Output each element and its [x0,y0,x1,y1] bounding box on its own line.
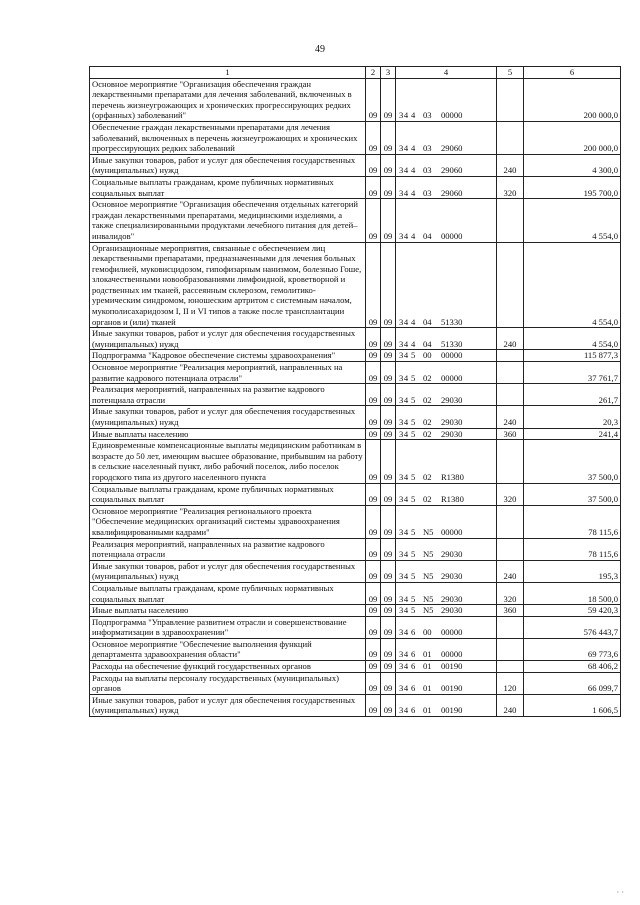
row-target-article [396,538,497,560]
row-section: 09 [366,199,381,242]
row-section: 09 [366,483,381,505]
table-row [90,384,621,406]
row-target-article [396,350,497,362]
table-row [90,362,621,384]
target-event: 29060 [440,165,463,176]
table-row [90,694,621,716]
table-row [90,328,621,350]
row-amount: 78 115,6 [524,505,621,538]
row-amount: 576 443,7 [524,616,621,638]
target-direction: 6 [410,661,416,672]
target-program: 34 [399,165,409,176]
target-direction: 5 [410,471,416,482]
table-row [90,605,621,617]
target-event: 00190 [440,705,463,716]
row-target-article [396,154,497,176]
row-target-article [396,638,497,660]
row-section: 09 [366,638,381,660]
row-section: 09 [366,362,381,384]
row-section: 09 [366,672,381,694]
row-amount: 20,3 [524,406,621,428]
row-section: 09 [366,176,381,198]
target-direction: 5 [410,494,416,505]
row-section: 09 [366,616,381,638]
row-expense-type [497,661,524,673]
row-name: Социальные выплаты гражданам, кроме публичных нормативных социальных выплат [90,582,366,604]
target-program: 34 [399,705,409,716]
target-program: 34 [399,605,409,616]
row-expense-type [497,384,524,406]
row-expense-type: 240 [497,560,524,582]
row-name: Иные закупки товаров, работ и услуг для обеспечения государственных (муниципальных) нужд [90,694,366,716]
table-row [90,483,621,505]
row-section: 09 [366,350,381,362]
target-subprogram: 02 [422,372,432,383]
target-event: 00000 [440,627,463,638]
target-event: 00000 [440,372,463,383]
target-direction: 6 [410,705,416,716]
row-subsection: 09 [381,199,396,242]
target-direction: 4 [410,316,416,327]
table-row [90,428,621,440]
row-subsection: 09 [381,384,396,406]
table-row [90,616,621,638]
header-col-4: 4 [396,67,497,79]
row-subsection: 09 [381,350,396,362]
target-event: R1380 [440,471,464,482]
header-col-2: 2 [366,67,381,79]
target-program: 34 [399,494,409,505]
target-subprogram: 00 [422,350,432,361]
target-event: 00190 [440,683,463,694]
row-expense-type: 360 [497,605,524,617]
row-target-article [396,199,497,242]
row-name: Единовременные компенсационные выплаты медицинским работникам в возрасте до 50 лет, имеющим высшее образование, прибывшим на работу в сельские населенный пункт, либо рабочий поселок, либо поселок городского типа из другого населенного пункта [90,440,366,483]
row-name: Реализация мероприятий, направленных на развитие кадрового потенциала отрасли [90,538,366,560]
target-subprogram: 02 [422,494,432,505]
row-name: Социальные выплаты гражданам, кроме публичных нормативных социальных выплат [90,176,366,198]
row-name: Обеспечение граждан лекарственными препаратами для лечения заболеваний, включенных в перечень жизнеугрожающих и хронических прогрессирующих редких заболеваний [90,121,366,154]
row-name: Социальные выплаты гражданам, кроме публичных нормативных социальных выплат [90,483,366,505]
row-name: Подпрограмма "Кадровое обеспечение системы здравоохранения" [90,350,366,362]
row-amount: 37 500,0 [524,483,621,505]
target-program: 34 [399,526,409,537]
row-subsection: 09 [381,672,396,694]
row-target-article [396,605,497,617]
row-target-article [396,505,497,538]
row-name: Подпрограмма "Управление развитием отрасли и совершенствование информатизации в здравоохранении" [90,616,366,638]
budget-table [89,66,621,717]
target-program: 34 [399,372,409,383]
target-program: 34 [399,338,409,349]
target-event: 29030 [440,571,463,582]
row-amount: 261,7 [524,384,621,406]
target-program: 34 [399,230,409,241]
row-expense-type [497,505,524,538]
target-direction: 5 [410,571,416,582]
table-row [90,350,621,362]
row-target-article [396,672,497,694]
target-direction: 5 [410,526,416,537]
row-name: Реализация мероприятий, направленных на развитие кадрового потенциала отрасли [90,384,366,406]
row-expense-type: 240 [497,328,524,350]
row-section: 09 [366,440,381,483]
row-subsection: 09 [381,483,396,505]
row-target-article [396,362,497,384]
target-event: 51330 [440,316,463,327]
row-amount: 195,3 [524,560,621,582]
table-row [90,440,621,483]
row-expense-type [497,121,524,154]
target-event: 29030 [440,417,463,427]
row-section: 09 [366,384,381,406]
row-expense-type [497,638,524,660]
target-direction: 6 [410,649,416,660]
row-target-article [396,582,497,604]
target-program: 34 [399,417,409,427]
row-amount: 18 500,0 [524,582,621,604]
scan-mark: · · [616,888,624,897]
row-expense-type: 320 [497,483,524,505]
row-section: 09 [366,560,381,582]
row-amount: 200 000,0 [524,78,621,121]
target-direction: 5 [410,417,416,427]
target-direction: 4 [410,338,416,349]
row-section: 09 [366,406,381,428]
row-expense-type: 320 [497,582,524,604]
row-section: 09 [366,661,381,673]
row-name: Иные выплаты населению [90,605,366,617]
row-expense-type: 360 [497,428,524,440]
row-subsection: 09 [381,406,396,428]
target-direction: 4 [410,187,416,198]
target-subprogram: 04 [422,316,432,327]
target-subprogram: N5 [422,605,434,616]
row-subsection: 09 [381,242,396,328]
target-event: 00190 [440,661,463,672]
row-name: Иные закупки товаров, работ и услуг для обеспечения государственных (муниципальных) нужд [90,560,366,582]
target-direction: 4 [410,230,416,241]
row-target-article [396,428,497,440]
target-event: 00000 [440,230,463,241]
row-subsection: 09 [381,440,396,483]
row-target-article [396,78,497,121]
row-section: 09 [366,78,381,121]
target-event: 29030 [440,549,463,560]
target-subprogram: 03 [422,110,432,121]
target-subprogram: 02 [422,394,432,405]
row-amount: 66 099,7 [524,672,621,694]
target-event: 29060 [440,143,463,154]
target-program: 34 [399,428,409,439]
target-subprogram: 00 [422,627,432,638]
row-name: Основное мероприятие "Реализация мероприятий, направленных на развитие кадрового потенциала отрасли" [90,362,366,384]
row-expense-type [497,350,524,362]
row-section: 09 [366,694,381,716]
row-amount: 4 554,0 [524,328,621,350]
row-target-article [396,560,497,582]
row-target-article [396,384,497,406]
row-expense-type: 240 [497,154,524,176]
row-subsection: 09 [381,78,396,121]
table-row [90,154,621,176]
target-program: 34 [399,661,409,672]
row-amount: 115 877,3 [524,350,621,362]
target-direction: 5 [410,428,416,439]
row-subsection: 09 [381,121,396,154]
row-target-article [396,616,497,638]
target-direction: 5 [410,372,416,383]
row-name: Иные закупки товаров, работ и услуг для обеспечения государственных (муниципальных) нужд [90,154,366,176]
target-subprogram: 02 [422,471,432,482]
target-program: 34 [399,471,409,482]
row-subsection: 09 [381,560,396,582]
row-expense-type [497,242,524,328]
row-name: Иные закупки товаров, работ и услуг для обеспечения государственных (муниципальных) нужд [90,328,366,350]
target-program: 34 [399,549,409,560]
row-amount: 37 761,7 [524,362,621,384]
target-program: 34 [399,394,409,405]
row-amount: 200 000,0 [524,121,621,154]
row-section: 09 [366,538,381,560]
row-expense-type [497,440,524,483]
row-name: Иные выплаты населению [90,428,366,440]
target-direction: 4 [410,165,416,176]
target-event: 00000 [440,110,463,121]
target-program: 34 [399,571,409,582]
table-row [90,538,621,560]
row-section: 09 [366,154,381,176]
row-section: 09 [366,605,381,617]
target-program: 34 [399,316,409,327]
table-row [90,560,621,582]
target-subprogram: N5 [422,593,434,604]
row-name: Расходы на обеспечение функций государственных органов [90,661,366,673]
row-target-article [396,121,497,154]
target-subprogram: 01 [422,683,432,694]
target-subprogram: 02 [422,417,432,427]
target-program: 34 [399,187,409,198]
row-subsection: 09 [381,638,396,660]
table-row [90,199,621,242]
row-section: 09 [366,428,381,440]
table-row [90,505,621,538]
target-subprogram: 01 [422,661,432,672]
target-event: 29030 [440,428,463,439]
row-amount: 4 554,0 [524,199,621,242]
row-section: 09 [366,582,381,604]
target-program: 34 [399,649,409,660]
row-amount: 68 406,2 [524,661,621,673]
table-header-row [90,67,621,79]
target-direction: 5 [410,605,416,616]
row-amount: 37 500,0 [524,440,621,483]
target-subprogram: 04 [422,230,432,241]
target-event: 00000 [440,649,463,660]
table-row [90,406,621,428]
table-row [90,176,621,198]
target-direction: 4 [410,143,416,154]
row-subsection: 09 [381,154,396,176]
target-event: R1380 [440,494,464,505]
target-subprogram: N5 [422,526,434,537]
table-row [90,661,621,673]
table-row [90,582,621,604]
header-col-3: 3 [381,67,396,79]
target-direction: 5 [410,549,416,560]
target-event: 29060 [440,187,463,198]
table-row [90,242,621,328]
target-program: 34 [399,110,409,121]
target-event: 51330 [440,338,463,349]
row-amount: 4 554,0 [524,242,621,328]
row-expense-type: 320 [497,176,524,198]
row-name: Иные закупки товаров, работ и услуг для обеспечения государственных (муниципальных) нужд [90,406,366,428]
row-name: Основное мероприятие "Организация обеспечения граждан лекарственными препаратами для лечения заболеваний, включенных в перечень жизнеугрожающих и хронических прогрессирующих редких (орфанных) заболеваний" [90,78,366,121]
row-amount: 1 606,5 [524,694,621,716]
target-subprogram: 03 [422,187,432,198]
target-program: 34 [399,143,409,154]
row-amount: 59 420,3 [524,605,621,617]
row-expense-type [497,199,524,242]
row-subsection: 09 [381,661,396,673]
row-target-article [396,406,497,428]
target-event: 29030 [440,394,463,405]
row-amount: 4 300,0 [524,154,621,176]
row-subsection: 09 [381,328,396,350]
row-subsection: 09 [381,505,396,538]
row-target-article [396,440,497,483]
row-expense-type: 120 [497,672,524,694]
row-expense-type [497,78,524,121]
target-subprogram: N5 [422,549,434,560]
target-direction: 4 [410,110,416,121]
row-amount: 241,4 [524,428,621,440]
target-direction: 5 [410,350,416,361]
row-name: Основное мероприятие "Реализация регионального проекта "Обеспечение медицинских организаций системы здравоохранения квалифицированными кадрами" [90,505,366,538]
row-target-article [396,328,497,350]
target-subprogram: 01 [422,649,432,660]
table-row [90,78,621,121]
target-event: 00000 [440,350,463,361]
table-row [90,121,621,154]
target-subprogram: 04 [422,338,432,349]
row-subsection: 09 [381,605,396,617]
row-subsection: 09 [381,428,396,440]
row-section: 09 [366,121,381,154]
row-amount: 78 115,6 [524,538,621,560]
target-subprogram: 01 [422,705,432,716]
row-expense-type [497,362,524,384]
target-event: 00000 [440,526,463,537]
row-target-article [396,483,497,505]
row-name: Основное мероприятие "Обеспечение выполнения функций департамента здравоохранения области" [90,638,366,660]
row-target-article [396,176,497,198]
target-program: 34 [399,683,409,694]
target-subprogram: 02 [422,428,432,439]
row-subsection: 09 [381,538,396,560]
header-col-1: 1 [90,67,366,79]
row-expense-type: 240 [497,694,524,716]
row-amount: 69 773,6 [524,638,621,660]
row-expense-type: 240 [497,406,524,428]
target-event: 29030 [440,593,463,604]
target-program: 34 [399,593,409,604]
row-section: 09 [366,242,381,328]
row-target-article [396,694,497,716]
target-direction: 6 [410,683,416,694]
target-event: 29030 [440,605,463,616]
row-subsection: 09 [381,362,396,384]
row-target-article [396,661,497,673]
target-direction: 6 [410,627,416,638]
target-subprogram: N5 [422,571,434,582]
table-row [90,638,621,660]
row-expense-type [497,538,524,560]
table-row [90,672,621,694]
row-subsection: 09 [381,694,396,716]
target-program: 34 [399,627,409,638]
row-name: Организационные мероприятия, связанные с обеспечением лиц лекарственными препаратами, предназначенными для лечения больных гемофилией, муковисцидозом, гипофизарным нанизмом, болезнью Гоше, злокачественными новообразованиями лимфоидной, кроветворной и родственных им тканей, рассеянным склерозом, гемолитико-уремическим синдромом, юношеским артритом с системным началом, мукополисахаридозом I, II и VI типов а также после трансплантации органов и (или) тканей [90,242,366,328]
target-direction: 5 [410,394,416,405]
row-subsection: 09 [381,176,396,198]
target-subprogram: 03 [422,165,432,176]
row-name: Расходы на выплаты персоналу государственных (муниципальных) органов [90,672,366,694]
header-col-6: 6 [524,67,621,79]
row-subsection: 09 [381,582,396,604]
header-col-5: 5 [497,67,524,79]
row-expense-type [497,616,524,638]
row-name: Основное мероприятие "Организация обеспечения отдельных категорий граждан лекарственными препаратами, медицинскими изделиями, а также специализированными продуктами лечебного питания для детей–инвалидов" [90,199,366,242]
target-subprogram: 03 [422,143,432,154]
target-direction: 5 [410,593,416,604]
row-amount: 195 700,0 [524,176,621,198]
page-number: 49 [315,44,325,55]
row-section: 09 [366,328,381,350]
row-subsection: 09 [381,616,396,638]
row-section: 09 [366,505,381,538]
row-target-article [396,242,497,328]
target-program: 34 [399,350,409,361]
